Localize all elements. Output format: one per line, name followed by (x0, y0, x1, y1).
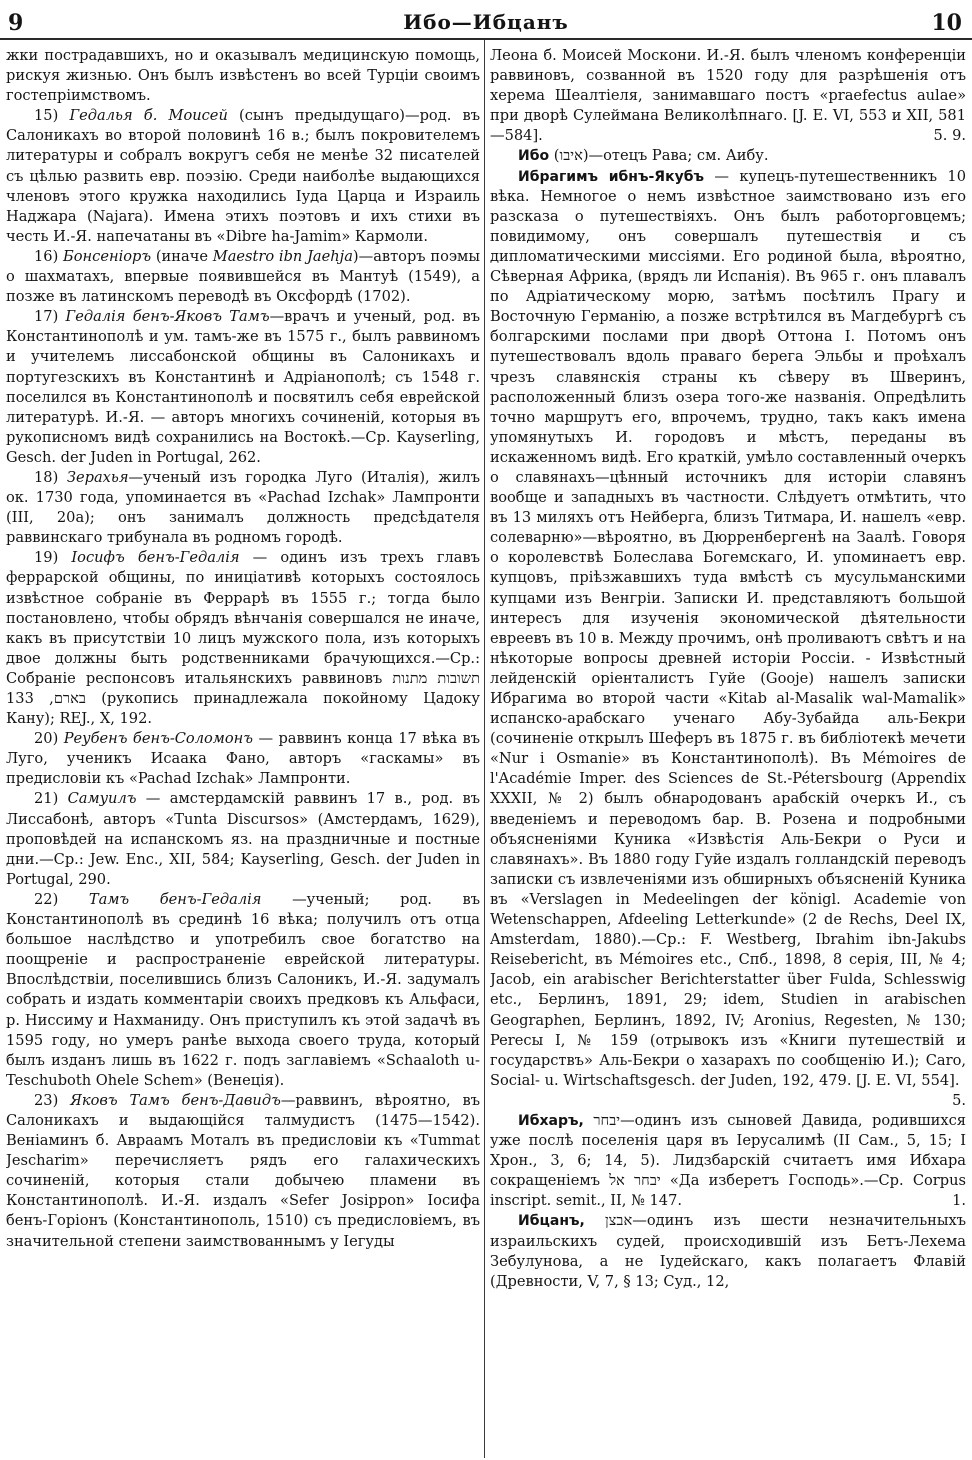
entry-text: )—авторъ поэмы о шахматахъ, впервые появившейся въ Мантуѣ (1549), а позже въ латинскомъ переводѣ въ Оксфордѣ (1702). (6, 247, 480, 306)
entry-alias: Maestro ibn Jaehja (212, 247, 353, 265)
entry-ibo (490, 146, 966, 166)
entry-text: (איבו)—отецъ Рава; см. Аибу. (549, 147, 769, 165)
entry-text: — купецъ-путешественникъ 10 вѣка. Немногое о немъ извѣстное заимствовано изъ его разсказа о путешествіяхъ. Онъ былъ работорговцемъ; повидимому, онъ совершалъ путешествія и съ дипломатическими миссіями. Его родиной была, вѣроятно, Сѣверная Африка, (врядъ ли Испанія). Въ 965 г. онъ плавалъ по Адріатическому морю, затѣмъ посѣтилъ Прагу и Восточную Германію, а позже встрѣтился въ Магдебургѣ съ болгарскими послами при дворѣ Оттона I. Потомъ онъ путешествовалъ вдоль праваго берега Эльбы и проѣхалъ чрезъ славянскія страны къ сѣверу въ Шверинъ, расположенный близъ озера того-же названія. Опредѣлить точно маршрутъ его, впрочемъ, трудно, такъ какъ имена упомянутыхъ И. городовъ и мѣстъ, переданы въ искаженномъ видѣ. Его краткій, умѣло составленный очеркъ о славянахъ—цѣнный источникъ для исторіи славянъ вообще и западныхъ въ частности. Слѣдуетъ отмѣтить, что въ 13 миляхъ отъ Нейберга, близъ Титмара, И. нашелъ «евр. солеварню»—вѣроятно, въ Дюрренбергенѣ на Заалѣ. Говоря о королевствѣ Болеслава Богемскаго, И. упоминаетъ евр. купцовъ, пріѣзжавшихъ туда вмѣстѣ съ мусульманскими купцами изъ Венгріи. Записки И. представляютъ большой интересъ для изученія экономической дѣятельности евреевъ въ 10 в. Между прочимъ, онѣ проливаютъ свѣтъ и на нѣкоторые вопросы древней исторіи Россіи. - Извѣстный лейденскій оріенталистъ Гуйе (Gooje) нашелъ записки Ибрагима во второй части «Kitab al-Masalik wal-Mamalik» испанско-арабскаго ученаго Абу-Зубайда аль-Бекри (сочиненіе открылъ Шеферъ въ 1875 г. въ библіотекѣ мечети «Nur i Osmanie» въ Константинополѣ). Въ Mémoires de l'Académie Imper. des Sciences de St.-Pétersbourg (Appendix XXXII, № 2) былъ обнародованъ арабскій очеркъ И., съ введеніемъ и переводомъ бар. В. Розена и подробными объясненіями Куника «Извѣстія Аль-Бекри о Руси и славянахъ». Въ 1880 году Гуйе издалъ голландскій переводъ записки съ извлеченіями изъ обширныхъ объясненій Куника въ «Verslagen in Medeelingen der königl. Academie von Wetenschappen, Afdeeling Letterkunde» (2 de Rechs, Deel IX, Amsterdam, 1880).—Ср.: F. Westberg, Ibrahim ibn-Jakubs Reisebericht, въ Mémoires etc., Спб., 1898, 8 серія, III, № 4; Jacob, ein arabischer Berichterstatter über Fulda, Schlesswig etc., Берлинъ, 1891, 29; idem, Studien in arabischen Geographen, Берлинъ, 1892, IV; Aronius, Regesten, № 130; Perecы I, № 159 (отрывокъ изъ «Книги путешествій и государствъ» Аль-Бекри о хазарахъ по сообщенію И.); Caro, Social- u. Wirtschaftsgesch. der Juden, 192, 479. [J. E. VI, 554]. (490, 167, 966, 1089)
entry-text: — амстердамскій раввинъ 17 в., род. въ Лиссабонѣ, авторъ «Tunta Discursos» (Амстердамъ, 1629), проповѣдей на испанскомъ яз. на праздничные и постные дни.—Ср.: Jew. Enc., XII, 584; Kayserling, Gesch. der Juden in Portugal, 290. (6, 790, 480, 888)
entry-number: 18) (34, 468, 59, 486)
entry-number: 22) (34, 890, 59, 908)
entry-number: 21) (34, 790, 59, 808)
page-header (0, 0, 972, 40)
entry-text: —ученый; род. въ Константинополѣ въ срединѣ 16 вѣка; получилъ отъ отца большое наслѣдство и употребилъ свое богатство на поощреніе и распространеніе еврейской литературы. Впослѣдствіи, поселившись близъ Салоникъ, И.-Я. задумалъ собрать и издать комментаріи своихъ предковъ къ Альфаси, р. Ниссиму и Нахманиду. Онъ приступилъ къ этой задачѣ въ 1595 году, но умеръ ранѣе выхода своего труда, который былъ изданъ лишь въ 1622 г. подъ заглавіемъ «Schaaloth u-Teschuboth Ohele Schem» (Венеція). (6, 890, 480, 1089)
left-column (6, 46, 480, 1456)
entry-headword: Ибхаръ, (518, 1112, 584, 1129)
page-number-left: 9 (8, 10, 24, 36)
right-column (490, 46, 966, 1456)
entry-number: 15) (34, 107, 59, 125)
author-signature: 5. 9. (933, 127, 966, 145)
entry-ibhar (490, 1111, 966, 1211)
page-number-right: 10 (931, 10, 962, 36)
entry-number: 16) (34, 247, 59, 265)
entry-number: 19) (34, 549, 59, 567)
entry-number: 20) (34, 730, 59, 748)
entry-name: Яковъ Тамъ бенъ-Давидъ (70, 1091, 281, 1109)
entry-text: — одинъ изъ трехъ главъ феррарской общины, по иниціативѣ которыхъ состоялось извѣстное собраніе въ Феррарѣ въ 1555 г.; тогда было постановлено, чтобы обрядъ вѣнчанія совершался не иначе, какъ въ присутствіи 10 лицъ мужского пола, изъ которыхъ двое должны быть родственниками брачующихся.—Ср.: Собраніе респонсовъ итальянскихъ раввиновъ תשובות מתנות בארם, 133 (рукопись принадлежала покойному Цадоку Кану); REJ., X, 192. (6, 549, 480, 728)
entry-name: Самуилъ (67, 790, 137, 808)
entry-headword: Ибцанъ, (518, 1213, 585, 1230)
entry-name: Гедалія бенъ-Яковъ Тамъ (65, 308, 270, 326)
author-signature: 1. (952, 1192, 966, 1210)
author-signature: 5. (952, 1091, 966, 1109)
entry-text: יבחר—одинъ изъ сыновей Давида, родившихся уже послѣ поселенія царя въ Іерусалимѣ (II Сам., 5, 15; I Хрон., 3, 6; 14, 5). Лидзбарскій считаетъ имя Ибхара сокращеніемъ יבחר אל «Да изберетъ Господь».—Ср. Corpus inscript. semit., II, № 147. (490, 1111, 966, 1210)
entry-ibtsan (490, 1211, 966, 1291)
paragraph-continuation (490, 46, 966, 146)
entry-19 (6, 548, 480, 729)
running-title: Ибо—Ибцанъ (403, 10, 569, 34)
entry-16 (6, 247, 480, 307)
paragraph-continuation: жки пострадавшихъ, но и оказывалъ медицинскую помощь, рискуя жизнью. Онъ былъ извѣстенъ во всей Турціи своимъ гостепріимствомъ. (6, 47, 480, 105)
entry-22 (6, 890, 480, 1091)
entry-text: —ученый изъ городка Луго (Италія), жилъ ок. 1730 года, упоминается въ «Pachad Izchak» Лампронти (III, 20а); онъ занималъ должность предсѣдателя раввинскаго трибунала въ родномъ городѣ. (6, 468, 480, 547)
entry-name: Тамъ бенъ-Гедалія (88, 890, 262, 908)
entry-text: Леона б. Моисей Москони. И.-Я. былъ членомъ конференціи раввиновъ, созванной въ 1520 году для разрѣшенія отъ херема Шеалтіеля, занимавшаго постъ «praefectus aulae» при дворѣ Сулеймана Великолѣпнаго. [J. E. VI, 553 и XII, 581—584]. (490, 47, 966, 145)
entry-headword: Ибрагимъ ибнъ-Якубъ (518, 168, 704, 185)
entry-text: — раввинъ конца 17 вѣка въ Луго, ученикъ Исаака Фано, авторъ «гаскамы» въ предисловіи къ «Pachad Izchak» Лампронти. (6, 730, 480, 788)
entry-name: Гедалья б. Моисей (69, 107, 228, 125)
entry-20 (6, 729, 480, 789)
entry-name: Реубенъ бенъ-Соломонъ (63, 730, 254, 748)
entry-text: (сынъ предыдущаго)—род. въ Салоникахъ во второй половинѣ 16 в.; былъ покровителемъ литературы и собралъ вокругъ себя не менѣе 32 писателей съ цѣлью развить евр. поэзію. Среди наиболѣе выдающихся членовъ этого кружка находились Іуда Царца и Израиль Наджара (Najara). Имена этихъ поэтовъ и ихъ стихи въ честь И.-Я. напечатаны въ «Dibre ha-Jamim» Кармоли. (6, 107, 480, 245)
entry-number: 23) (34, 1091, 59, 1109)
entry-17 (6, 307, 480, 468)
entry-number: 17) (34, 308, 59, 326)
entry-ibragim (490, 167, 966, 1111)
column-divider (484, 40, 485, 1458)
entry-text: אבצן—одинъ изъ шести незначительныхъ израильскихъ судей, происходившій изъ Бетъ-Лехема Зебулунова, а не Іудейскаго, какъ полагаетъ Флавій (Древности, V, 7, § 13; Суд., 12, (490, 1212, 966, 1290)
entry-text: —врачъ и ученый, род. въ Константинополѣ и ум. тамъ-же въ 1575 г., былъ раввиномъ и учителемъ лиссабонской общины въ Салоникахъ и португезскихъ въ Константинѣ и Адріанополѣ; съ 1548 г. поселился въ Константинополѣ и посвятилъ себя еврейской литературѣ. И.-Я. — авторъ многихъ сочиненій, которыя въ рукописномъ видѣ сохранились на Востокѣ.—Ср. Kayserling, Gesch. der Juden in Portugal, 262. (6, 308, 480, 466)
entry-name: Бонсеніоръ (63, 247, 152, 265)
entry-headword: Ибо (518, 148, 550, 165)
entry-name: Іосифъ бенъ-Гедалія (71, 549, 240, 567)
entry-23 (6, 1091, 480, 1252)
entry-text: —раввинъ, вѣроятно, въ Салоникахъ и выдающійся талмудистъ (1475—1542). Веніаминъ б. Авраамъ Моталъ въ предисловіи къ «Tummat Jescharim» перечисляетъ рядъ его галахическихъ сочиненій, которыя стали добычею пламени въ Константинополѣ. И.-Я. издалъ «Sefer Josippon» Іосифа бенъ-Горіонъ (Константинополь, 1510) съ предисловіемъ, въ значительной степени заимствованнымъ у Іегуды (6, 1091, 480, 1250)
entry-21 (6, 789, 480, 889)
entry-name: Зерахья (66, 468, 129, 486)
entry-18 (6, 468, 480, 548)
entry-15 (6, 106, 480, 247)
entry-text: (иначе (151, 247, 213, 265)
